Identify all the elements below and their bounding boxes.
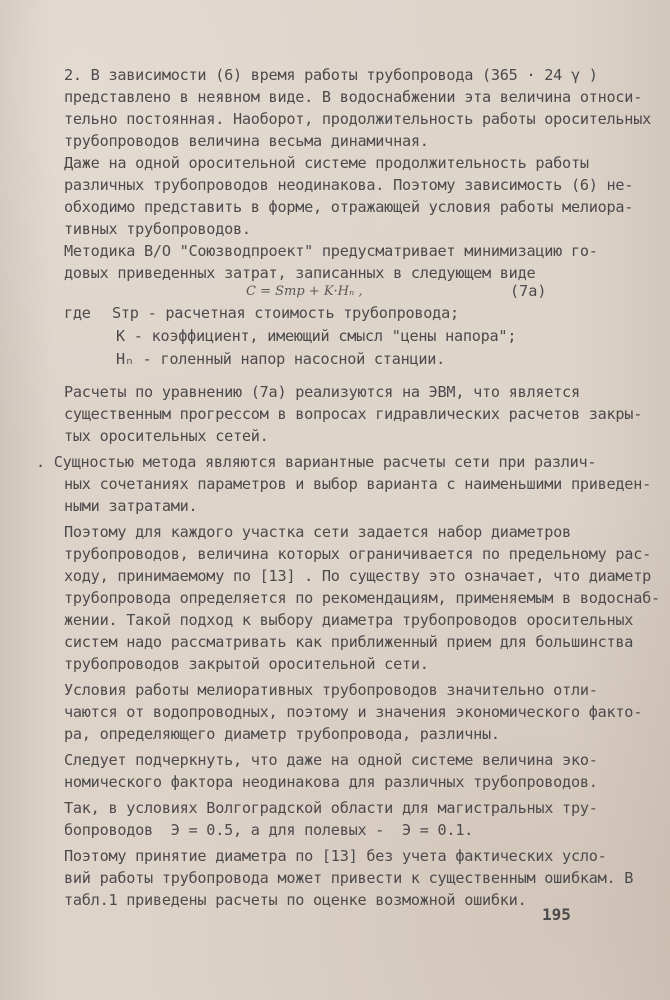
text-line: номического фактора неодинакова для различных трубопроводов. xyxy=(64,773,598,791)
text-line: ходу, принимаемому по [13] . По существу это означает, что диаметр xyxy=(64,567,651,585)
text-line: Так, в условиях Волгоградской области для магистральных тру- xyxy=(64,799,598,817)
text-line: Расчеты по уравнению (7а) реализуются на ЭВМ, что является xyxy=(64,383,580,401)
text-line: представлено в неявном виде. В водоснабжении эта величина относи- xyxy=(64,88,643,106)
text-line: Поэтому для каждого участка сети задается набор диаметров xyxy=(64,523,571,541)
text-line: Методика В/О "Союзводпроект" предусматривает минимизацию го- xyxy=(64,242,598,260)
page-number: 195 xyxy=(542,905,571,924)
text-line: 2. В зависимости (6) время работы трубопровода (365 · 24 γ ) xyxy=(64,66,598,84)
text-line: Следует подчеркнуть, что даже на одной системе величина эко- xyxy=(64,751,598,769)
text-line: различных трубопроводов неодинакова. Поэтому зависимость (6) не- xyxy=(64,176,634,194)
text-line: трубопровода определяется по рекомендациям, применяемым в водоснаб- xyxy=(64,589,660,607)
text-line: Условия работы мелиоративных трубопроводов значительно отли- xyxy=(64,681,598,699)
text-line: ра, определяющего диаметр трубопровода, различны. xyxy=(64,725,500,743)
text-line: Поэтому принятие диаметра по [13] без учета фактических усло- xyxy=(64,847,607,865)
text-line: бопроводов Э = 0.5, а для полевых - Э = 0.1. xyxy=(64,821,474,839)
text-line: ными затратами. xyxy=(64,497,198,515)
text-line: вий работы трубопровода может привести к существенным ошибкам. В xyxy=(64,869,634,887)
text-line: ных сочетаниях параметров и выбор варианта с наименьшими приведен- xyxy=(64,475,651,493)
text-line: трубопроводов закрытой оросительной сети. xyxy=(64,655,429,673)
where-label: где xyxy=(64,304,91,322)
text-line: трубопроводов величина весьма динамичная. xyxy=(64,132,429,150)
text-line: тых оросительных сетей. xyxy=(64,427,269,445)
text-line: жении. Такой подход к выбору диаметра трубопроводов оросительных xyxy=(64,611,634,629)
text-line: существенным прогрессом в вопросах гидравлических расчетов закры- xyxy=(64,405,643,423)
text-line: табл.1 приведены расчеты по оценке возможной ошибки. xyxy=(64,891,527,909)
equation: C = Sтр + K·Hₙ , xyxy=(246,284,363,299)
text-line: тельно постоянная. Наоборот, продолжительность работы оросительных xyxy=(64,110,651,128)
text-line: К - коэффициент, имеющий смысл "цены напора"; xyxy=(116,327,517,345)
text-line: . Сущностью метода являются вариантные расчеты сети при различ- xyxy=(36,453,597,471)
text-line: обходимо представить в форме, отражающей условия работы мелиора- xyxy=(64,198,634,216)
text-line: Sтр - расчетная стоимость трубопровода; xyxy=(112,304,459,322)
text-line: Даже на одной оросительной системе продолжительность работы xyxy=(64,154,589,172)
text-line: чаются от водопроводных, поэтому и значения экономического факто- xyxy=(64,703,643,721)
text-line: трубопроводов, величина которых ограничивается по предельному рас- xyxy=(64,545,651,563)
text-line: довых приведенных затрат, записанных в следующем виде xyxy=(64,264,536,282)
equation-number: (7а) xyxy=(510,282,547,300)
text-line: тивных трубопроводов. xyxy=(64,220,251,238)
text-line: систем надо рассматривать как приближенный прием для большинства xyxy=(64,633,634,651)
text-line: Нₙ - голенный напор насосной станции. xyxy=(116,350,446,368)
